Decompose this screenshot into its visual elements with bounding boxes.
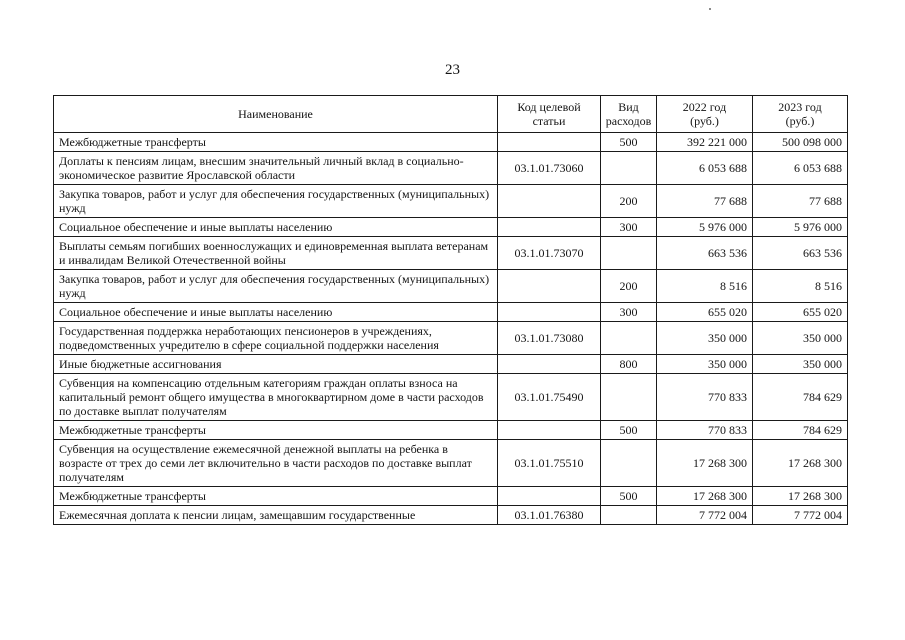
row-vid: 500 — [601, 133, 657, 152]
row-code: 03.1.01.75490 — [498, 374, 601, 421]
row-code — [498, 218, 601, 237]
page-number: 23 — [445, 62, 460, 78]
row-amount-2023: 500 098 000 — [753, 133, 848, 152]
row-amount-2022: 350 000 — [657, 355, 753, 374]
row-amount-2023: 350 000 — [753, 322, 848, 355]
row-amount-2022: 7 772 004 — [657, 506, 753, 525]
row-amount-2022: 770 833 — [657, 374, 753, 421]
row-vid — [601, 322, 657, 355]
row-amount-2023: 77 688 — [753, 185, 848, 218]
row-name: Ежемесячная доплата к пенсии лицам, замещавшим государственные — [54, 506, 498, 525]
row-amount-2023: 663 536 — [753, 237, 848, 270]
row-amount-2022: 17 268 300 — [657, 487, 753, 506]
table-row — [54, 355, 848, 374]
header-vid: Вид расходов — [601, 96, 657, 133]
row-name: Социальное обеспечение и иные выплаты населению — [54, 303, 498, 322]
row-vid — [601, 152, 657, 185]
row-name: Межбюджетные трансферты — [54, 133, 498, 152]
row-code: 03.1.01.73080 — [498, 322, 601, 355]
row-code — [498, 487, 601, 506]
scan-speck — [709, 8, 711, 10]
table-row — [54, 374, 848, 421]
table-row — [54, 237, 848, 270]
row-amount-2022: 6 053 688 — [657, 152, 753, 185]
row-amount-2023: 8 516 — [753, 270, 848, 303]
row-amount-2023: 5 976 000 — [753, 218, 848, 237]
row-code — [498, 270, 601, 303]
header-code: Код целевой статьи — [498, 96, 601, 133]
table-row — [54, 440, 848, 487]
row-name: Доплаты к пенсиям лицам, внесшим значительный личный вклад в социально-экономическое развитие Ярославской области — [54, 152, 498, 185]
table-row — [54, 152, 848, 185]
row-name: Межбюджетные трансферты — [54, 421, 498, 440]
header-name: Наименование — [54, 96, 498, 133]
budget-table — [53, 95, 848, 525]
row-amount-2023: 6 053 688 — [753, 152, 848, 185]
row-amount-2022: 392 221 000 — [657, 133, 753, 152]
row-name: Выплаты семьям погибших военнослужащих и единовременная выплата ветеранам и инвалидам Великой Отечественной войны — [54, 237, 498, 270]
row-code — [498, 185, 601, 218]
row-vid: 300 — [601, 218, 657, 237]
row-vid — [601, 506, 657, 525]
row-code: 03.1.01.75510 — [498, 440, 601, 487]
row-amount-2022: 663 536 — [657, 237, 753, 270]
row-vid: 800 — [601, 355, 657, 374]
row-name: Иные бюджетные ассигнования — [54, 355, 498, 374]
row-amount-2023: 350 000 — [753, 355, 848, 374]
row-name: Межбюджетные трансферты — [54, 487, 498, 506]
row-name: Социальное обеспечение и иные выплаты населению — [54, 218, 498, 237]
row-name: Государственная поддержка неработающих пенсионеров в учреждениях, подведомственных учредителю в сфере социальной поддержки населения — [54, 322, 498, 355]
row-code — [498, 355, 601, 374]
table-row — [54, 506, 848, 525]
row-name: Субвенция на осуществление ежемесячной денежной выплаты на ребенка в возрасте от трех до семи лет включительно в части расходов по доставке выплат получателям — [54, 440, 498, 487]
row-code — [498, 133, 601, 152]
table-row — [54, 322, 848, 355]
row-vid — [601, 374, 657, 421]
row-amount-2022: 770 833 — [657, 421, 753, 440]
row-amount-2022: 5 976 000 — [657, 218, 753, 237]
table-row — [54, 421, 848, 440]
row-vid: 300 — [601, 303, 657, 322]
row-code: 03.1.01.73070 — [498, 237, 601, 270]
table-row — [54, 218, 848, 237]
row-code: 03.1.01.73060 — [498, 152, 601, 185]
row-vid: 500 — [601, 487, 657, 506]
table-row — [54, 487, 848, 506]
table-row — [54, 133, 848, 152]
row-amount-2022: 8 516 — [657, 270, 753, 303]
row-name: Закупка товаров, работ и услуг для обеспечения государственных (муниципальных) нужд — [54, 270, 498, 303]
row-code — [498, 303, 601, 322]
header-2023: 2023 год (руб.) — [753, 96, 848, 133]
row-amount-2022: 655 020 — [657, 303, 753, 322]
row-name: Закупка товаров, работ и услуг для обеспечения государственных (муниципальных) нужд — [54, 185, 498, 218]
row-amount-2023: 17 268 300 — [753, 487, 848, 506]
row-amount-2023: 784 629 — [753, 374, 848, 421]
row-amount-2022: 77 688 — [657, 185, 753, 218]
row-vid — [601, 440, 657, 487]
row-name: Субвенция на компенсацию отдельным категориям граждан оплаты взноса на капитальный ремонт общего имущества в многоквартирном доме в части расходов по доставке выплат получателям — [54, 374, 498, 421]
table-row — [54, 185, 848, 218]
table-row — [54, 303, 848, 322]
row-vid: 200 — [601, 185, 657, 218]
row-amount-2023: 784 629 — [753, 421, 848, 440]
row-amount-2023: 655 020 — [753, 303, 848, 322]
row-vid: 500 — [601, 421, 657, 440]
row-amount-2022: 350 000 — [657, 322, 753, 355]
table-row — [54, 270, 848, 303]
row-vid: 200 — [601, 270, 657, 303]
row-code: 03.1.01.76380 — [498, 506, 601, 525]
header-2022: 2022 год (руб.) — [657, 96, 753, 133]
row-vid — [601, 237, 657, 270]
row-amount-2023: 7 772 004 — [753, 506, 848, 525]
row-amount-2023: 17 268 300 — [753, 440, 848, 487]
table-header-row — [54, 96, 848, 133]
row-amount-2022: 17 268 300 — [657, 440, 753, 487]
row-code — [498, 421, 601, 440]
